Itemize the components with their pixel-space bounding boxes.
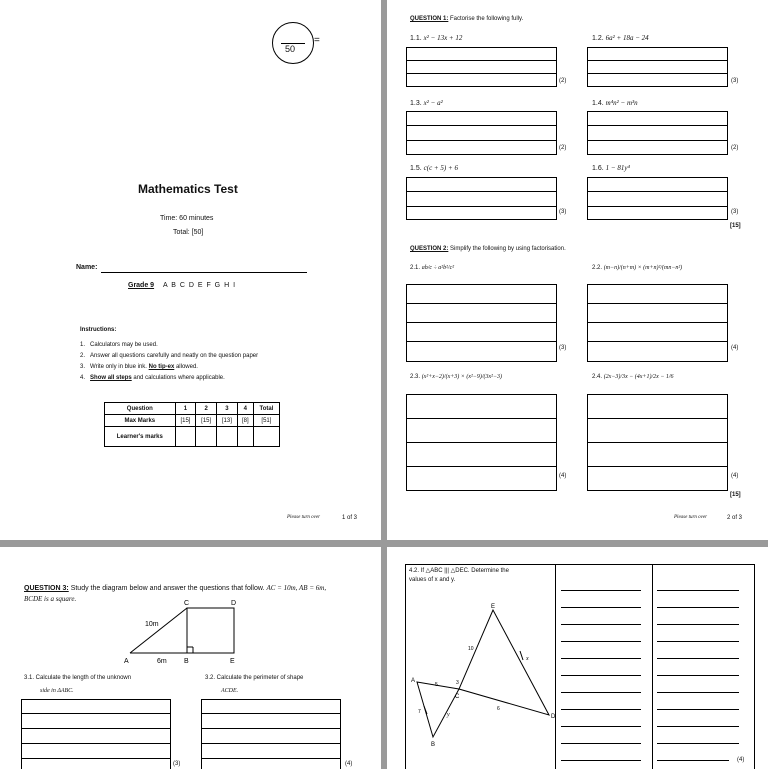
q1-heading: QUESTION 1: Factorise the following fully.: [410, 16, 524, 22]
time-text: Time: 60 minutes: [160, 215, 214, 222]
tri-label-7: 7: [418, 709, 421, 715]
label-B: B: [184, 658, 189, 665]
score-total: 50: [285, 44, 296, 54]
q2-3-label: 2.3. (x²+x−2)/(x+3) × (x²−9)/(3x²−3): [410, 374, 503, 380]
mark-2-4: (4): [731, 473, 739, 479]
q3-1-text-2: side in ΔABC.: [40, 688, 74, 694]
q3-given-2: BCDE is a square.: [24, 595, 77, 603]
name-label: Name:: [76, 264, 98, 271]
label-D: D: [231, 600, 237, 607]
instruction-2: 2. Answer all questions carefully and neatly on the question paper: [80, 353, 259, 359]
answer-box-3-2[interactable]: [201, 699, 341, 769]
mark-1-3: (2): [559, 145, 567, 151]
answer-box-1-1[interactable]: [406, 47, 557, 87]
q1-6-label: 1.6. 1 − 81y⁴: [592, 164, 630, 172]
instruction-4: 4. Show all steps and calculations where applicable.: [80, 375, 225, 381]
mark-2-2: (4): [731, 345, 739, 351]
answer-box-2-3[interactable]: [406, 394, 557, 491]
label-E: E: [230, 658, 235, 665]
mark-1-2: (3): [731, 78, 739, 84]
answer-box-2-1[interactable]: [406, 284, 557, 362]
tri-label-B: B: [431, 742, 436, 748]
answer-box-1-2[interactable]: [587, 47, 728, 87]
q2-1-label: 2.1. ab/c ÷ a²b²/c²: [410, 265, 455, 271]
q3-heading: QUESTION 3: Study the diagram below and answer the questions that follow. AC = 10m, AB = 6m,: [24, 584, 327, 592]
label-A: A: [124, 658, 129, 665]
q4-2-text: 4.2. If △ABC ||| △DEC. Determine the: [409, 568, 509, 574]
marks-table: Question 1 2 3 4 Total Max Marks [15] [15] [13] [8] [51] Learner's marks: [104, 402, 280, 447]
q3-1-text: 3.1. Calculate the length of the unknown: [24, 675, 132, 681]
answer-box-1-5[interactable]: [406, 177, 557, 220]
label-10m: 10m: [145, 621, 159, 628]
tri-label-C: C: [455, 694, 460, 700]
q1-1-label: 1.1. x² − 13x + 12: [410, 34, 463, 42]
tri-label-A: A: [411, 678, 416, 684]
score-equals: =: [314, 35, 320, 46]
mark-3-1: (3): [173, 761, 181, 767]
total-text: Total: [50]: [173, 229, 204, 236]
page-2: [387, 0, 768, 540]
answer-box-1-4[interactable]: [587, 111, 728, 155]
mark-1-1: (2): [559, 78, 567, 84]
q2-total: [15]: [730, 492, 741, 498]
footer-note: Please turn over: [674, 515, 708, 520]
mark-1-6: (3): [731, 209, 739, 215]
similar-triangles-diagram: [409, 602, 559, 752]
grade-letters: A B C D E F G H I: [163, 282, 237, 289]
name-line[interactable]: [101, 272, 307, 273]
tri-label-x: x: [526, 656, 529, 662]
score-circle: [272, 22, 314, 64]
q3-2-text-2: ACDE.: [221, 688, 239, 694]
q1-total: [15]: [730, 223, 741, 229]
tri-label-10: 10: [468, 646, 474, 652]
footer-note: Please turn over: [287, 515, 321, 520]
mark-2-1: (3): [559, 345, 567, 351]
tri-label-y: y: [447, 712, 450, 718]
footer-page: 1 of 3: [342, 515, 358, 521]
grade-label: Grade 9: [128, 282, 155, 289]
instructions-heading: Instructions:: [80, 327, 117, 333]
mark-2-3: (4): [559, 473, 567, 479]
footer-page: 2 of 3: [727, 515, 743, 521]
q1-4-label: 1.4. m⁴n² − m³n: [592, 99, 638, 107]
q1-3-label: 1.3. x² − a²: [410, 99, 443, 107]
square-triangle-diagram: [120, 597, 250, 667]
q2-2-label: 2.2. (m−n)/(n+m) × (m+n)²/(mn−n²): [592, 265, 683, 271]
mark-1-5: (3): [559, 209, 567, 215]
tri-label-E: E: [491, 604, 496, 610]
mark-4-2: (4): [737, 757, 745, 763]
mark-3-2: (4): [345, 761, 353, 767]
answer-box-1-3[interactable]: [406, 111, 557, 155]
label-6m: 6m: [157, 658, 167, 665]
answer-box-1-6[interactable]: [587, 177, 728, 220]
mark-1-4: (2): [731, 145, 739, 151]
q3-2-text: 3.2. Calculate the perimeter of shape: [205, 675, 304, 681]
label-C: C: [184, 600, 190, 607]
q4-2-text-2: values of x and y.: [409, 577, 456, 583]
q2-heading: QUESTION 2: Simplify the following by using factorisation.: [410, 246, 566, 252]
answer-box-3-1[interactable]: [21, 699, 171, 769]
page-title: Mathematics Test: [138, 182, 238, 196]
q1-5-label: 1.5. c(c + 5) + 6: [410, 164, 458, 172]
instruction-1: 1. Calculators may be used.: [80, 342, 158, 348]
page-4: [387, 547, 768, 769]
answer-box-2-4[interactable]: [587, 394, 728, 491]
tri-label-6: 6: [497, 706, 500, 712]
answer-box-2-2[interactable]: [587, 284, 728, 362]
q2-4-label: 2.4. (2x−3)/3x − (4x+1)/2x − 1/6: [592, 374, 674, 380]
tri-label-3: 3: [456, 680, 459, 686]
tri-label-D: D: [551, 714, 556, 720]
page-1: [0, 0, 381, 540]
tri-label-5: 5: [435, 682, 438, 688]
page-3: [0, 547, 381, 769]
instruction-3: 3. Write only in blue ink. No tip-ex allowed.: [80, 364, 198, 370]
q1-2-label: 1.2. 6a² + 18a − 24: [592, 34, 649, 42]
